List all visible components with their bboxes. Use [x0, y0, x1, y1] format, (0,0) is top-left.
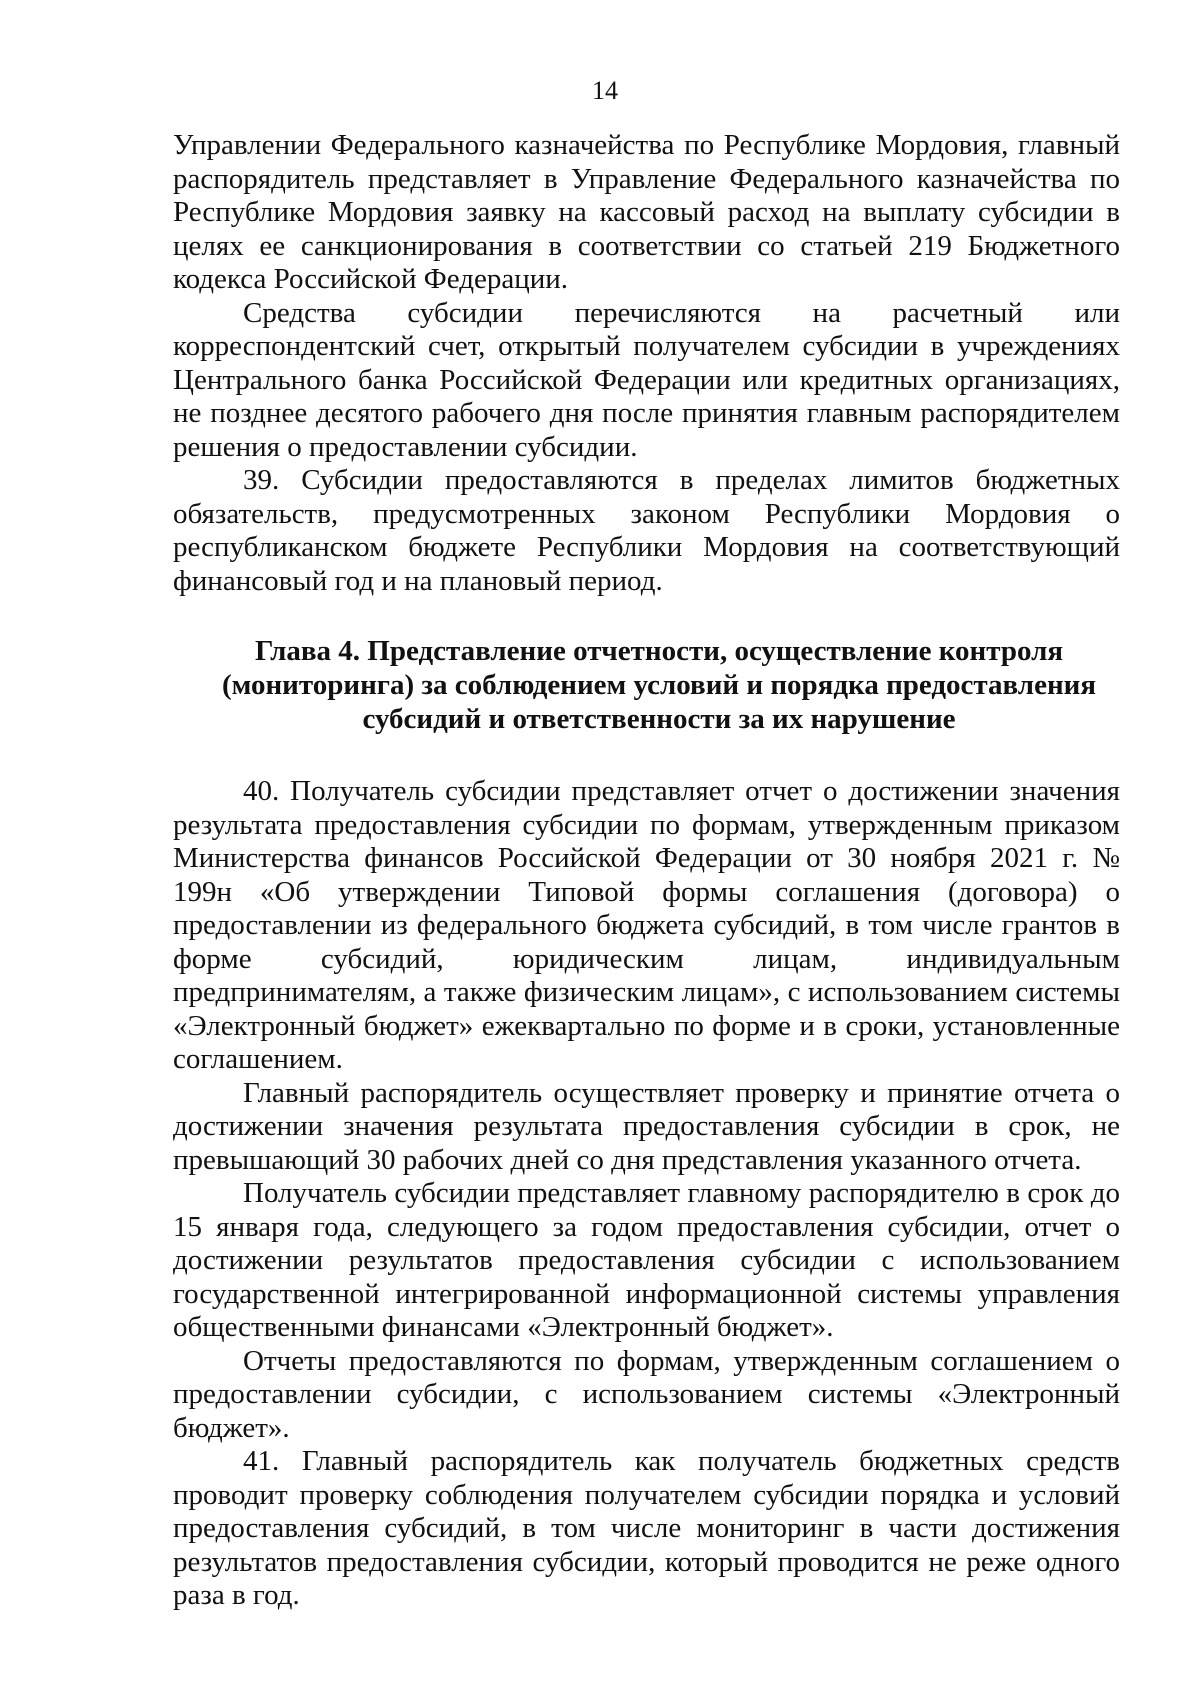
- paragraph-subsidy-transfer: Средства субсидии перечисляются на расчетный или корреспондентский счет, открытый получателем субсидии в учреждениях Центрального банка Российской Федерации или кредитных организациях, не позднее десятого рабочего дня после принятия главным распорядителем решения о предоставлении субсидии.: [173, 296, 1120, 463]
- paragraph-41-monitoring: 41. Главный распорядитель как получатель бюджетных средств проводит проверку соблюдения получателем субсидии порядка и условий предоставления субсидий, в том числе мониторинг в части достижения результатов предоставления субсидии, который проводится не реже одного раза в год.: [173, 1445, 1120, 1611]
- chapter-4-heading: Глава 4. Представление отчетности, осуществление контроля (мониторинга) за соблюдением условий и порядка предоставления субсидий и ответственности за их нарушение: [221, 635, 1097, 735]
- paragraph-39-budget-limits: 39. Субсидии предоставляются в пределах лимитов бюджетных обязательств, предусмотренных законом Республики Мордовия о республиканском бюджете Республики Мордовия на соответствующий финансовый год и на плановый период.: [173, 464, 1120, 597]
- paragraph-40-report: 40. Получатель субсидии представляет отчет о достижении значения результата предоставления субсидии по формам, утвержденным приказом Министерства финансов Российской Федерации от 30 ноября 2021 г. № 199н «Об утверждении Типовой формы соглашения (договора) о предоставлении из федерального бюджета субсидий, в том числе грантов в форме субсидий, юридическим лицам, индивидуальным предпринимателям, а также физическим лицам», с использованием системы «Электронный бюджет» ежеквартально по форме и в сроки, установленные соглашением.: [173, 775, 1120, 1075]
- paragraph-treasury-request: Управлении Федерального казначейства по Республике Мордовия, главный распорядитель представляет в Управление Федерального казначейства по Республике Мордовия заявку на кассовый расход на выплату субсидии в целях ее санкционирования в соответствии со статьей 219 Бюджетного кодекса Российской Федерации.: [173, 129, 1120, 295]
- paragraph-report-forms: Отчеты предоставляются по формам, утвержденным соглашением о предоставлении субсидии, с использованием системы «Электронный бюджет».: [173, 1344, 1120, 1444]
- page-number: 14: [592, 76, 618, 105]
- document-body: [173, 129, 1120, 1613]
- paragraph-report-verification: Главный распорядитель осуществляет проверку и принятие отчета о достижении значения результата предоставления субсидии в срок, не превышающий 30 рабочих дней со дня представления указанного отчета.: [173, 1076, 1120, 1176]
- paragraph-annual-report: Получатель субсидии представляет главному распорядителю в срок до 15 января года, следующего за годом предоставления субсидии, отчет о достижении результатов предоставления субсидии с использованием государственной интегрированной информационной системы управления общественными финансами «Электронный бюджет».: [173, 1177, 1120, 1343]
